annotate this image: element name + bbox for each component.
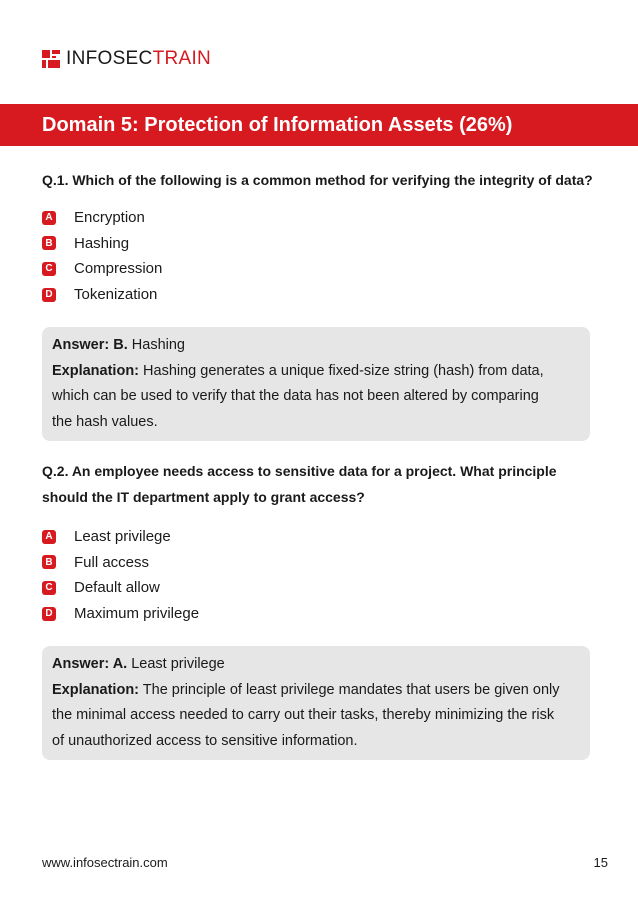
brand-wordmark: INFOSECTRAIN: [66, 48, 212, 69]
answer-box-2: [42, 646, 590, 760]
option-badge-b: B: [42, 555, 56, 569]
question-1-options: [42, 205, 162, 307]
page-number: 15: [593, 855, 608, 870]
option-text: Hashing: [74, 234, 130, 252]
option-text: Maximum privilege: [74, 605, 200, 623]
option-a: [42, 524, 199, 550]
answer-value: Least privilege: [131, 656, 225, 672]
logo-mark-icon: [42, 50, 60, 68]
question-1-prompt: Q.1. Which of the following is a common method for verifying the integrity of data?: [42, 172, 593, 188]
option-text: Default allow: [74, 579, 160, 597]
question-2-prompt-line: should the IT department apply to grant access?: [42, 489, 365, 505]
question-2-options: [42, 524, 199, 626]
answer-line: [52, 652, 590, 678]
option-text: Encryption: [74, 209, 145, 227]
option-badge-a: A: [42, 530, 56, 544]
answer-value: Hashing: [131, 337, 185, 353]
explanation-label: Explanation:: [52, 362, 140, 379]
explanation-line: of unauthorized access to sensitive information.: [52, 732, 358, 749]
option-d: [42, 601, 199, 627]
question-2-prompt-line: Q.2. An employee needs access to sensitive data for a project. What principle: [42, 463, 557, 479]
question-2-prompt: [42, 458, 602, 510]
explanation-line: the minimal access needed to carry out their tasks, thereby minimizing the risk: [52, 707, 555, 724]
option-badge-a: A: [42, 211, 56, 225]
option-text: Full access: [74, 553, 150, 571]
brand-logo: [42, 49, 211, 69]
footer-url[interactable]: www.infosectrain.com: [42, 855, 168, 870]
option-badge-c: C: [42, 581, 56, 595]
explanation-text: The principle of least privilege mandates that users be given only: [142, 681, 560, 698]
option-badge-c: C: [42, 262, 56, 276]
answer-label: Answer: A.: [52, 656, 128, 672]
option-badge-b: B: [42, 236, 56, 250]
domain-banner: [0, 104, 638, 146]
option-text: Tokenization: [74, 286, 158, 304]
explanation-label: Explanation:: [52, 681, 140, 698]
explanation-text: Hashing generates a unique fixed-size string (hash) from data,: [143, 362, 544, 379]
explanation-line: [52, 678, 590, 704]
answer-label: Answer: B.: [52, 337, 128, 353]
option-badge-d: D: [42, 288, 56, 302]
option-b: [42, 550, 199, 576]
explanation-line: which can be used to verify that the data has not been altered by comparing: [52, 388, 539, 405]
explanation-line: the hash values.: [52, 413, 158, 430]
option-c: [42, 256, 162, 282]
option-text: Least privilege: [74, 528, 171, 546]
explanation-line: [52, 359, 590, 385]
option-d: [42, 282, 162, 308]
answer-line: [52, 333, 590, 359]
answer-box-1: [42, 327, 590, 441]
domain-title: Domain 5: Protection of Information Assets (26%): [42, 113, 513, 136]
option-badge-d: D: [42, 607, 56, 621]
option-b: [42, 231, 162, 257]
option-a: [42, 205, 162, 231]
option-c: [42, 575, 199, 601]
option-text: Compression: [74, 260, 163, 278]
